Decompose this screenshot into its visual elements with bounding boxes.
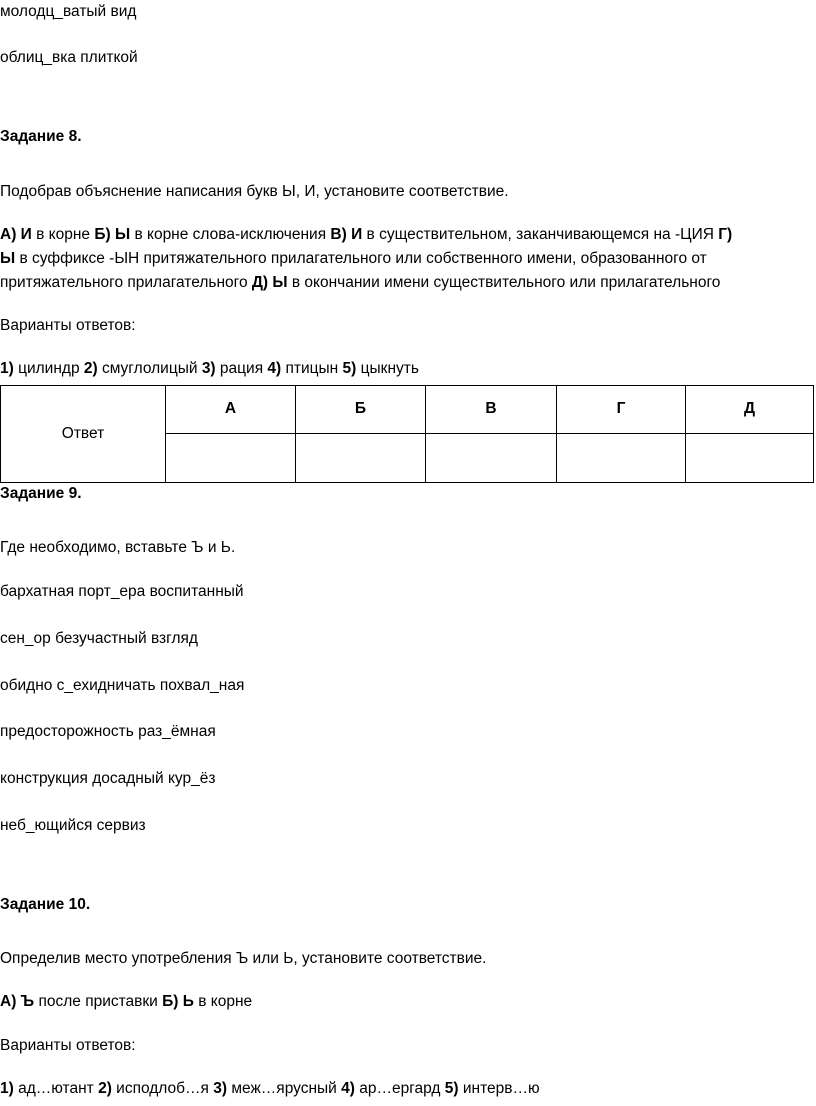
task8-instruction: Подобрав объяснение написания букв Ы, И, установите соответствие. (0, 183, 509, 200)
task10-variants (0, 1079, 540, 1099)
task9-item: обидно с_ехидничать похвал_ная (0, 677, 245, 694)
text-run: в существительном, заканчивающемся на -ЦИЯ (362, 226, 719, 243)
label-marker: 5) (444, 1080, 459, 1097)
label-marker: 2) (83, 360, 98, 377)
task8-variants (0, 359, 419, 379)
label-marker: 2) (98, 1080, 112, 1097)
task8-options-row3 (0, 273, 720, 293)
task8-variants-label: Варианты ответов: (0, 317, 136, 334)
answer-cell-a[interactable] (166, 433, 296, 482)
answer-header-b: Б (296, 386, 426, 434)
text-run: птицын (281, 360, 343, 377)
label-marker: А) И (0, 226, 32, 243)
task8-title: Задание 8. (0, 128, 82, 145)
answer-header-d: Д (686, 386, 814, 434)
answer-header-a: А (166, 386, 296, 434)
label-marker: 3) (213, 1080, 228, 1097)
label-marker: В) И (330, 226, 363, 243)
text-run: в суффиксе -ЫН притяжательного прилагательного или собственного имени, образованного от (15, 250, 707, 267)
task9-title: Задание 9. (0, 485, 82, 502)
label-marker: 4) (267, 360, 282, 377)
text-run: цыкнуть (356, 360, 419, 377)
label-marker: А) Ъ (0, 993, 35, 1010)
task9-item: сен_ор безучастный взгляд (0, 630, 198, 647)
answer-cell-d[interactable] (686, 433, 814, 482)
label-marker: Б) Ы (94, 226, 131, 243)
task9-item: бархатная порт_ера воспитанный (0, 583, 244, 600)
task9-item: конструкция досадный кур_ёз (0, 770, 216, 787)
label-marker: Д) Ы (251, 274, 288, 291)
task10-variants-label: Варианты ответов: (0, 1037, 136, 1054)
task8-options-row1 (0, 225, 732, 245)
text-run: исподлоб…я (111, 1080, 214, 1097)
text-run: в корне (193, 993, 253, 1010)
answer-cell-b[interactable] (296, 433, 426, 482)
text-run: меж…ярусный (227, 1080, 342, 1097)
task10-title: Задание 10. (0, 896, 91, 913)
text-run: смуглолицый (97, 360, 202, 377)
text-run: ар…ергард (354, 1080, 445, 1097)
label-marker: Б) Ь (162, 993, 194, 1010)
text-run: притяжательного прилагательного (0, 274, 252, 291)
task9-item: неб_ющийся сервиз (0, 817, 146, 834)
label-marker: 4) (341, 1080, 355, 1097)
answer-header-g: Г (557, 386, 686, 434)
task10-instruction: Определив место употребления Ъ или Ь, установите соответствие. (0, 950, 487, 967)
label-marker: 1) (0, 360, 14, 377)
task9-instruction: Где необходимо, вставьте Ъ и Ь. (0, 539, 236, 556)
answer-cell-v[interactable] (426, 433, 557, 482)
text-run: ад…ютант (13, 1080, 99, 1097)
label-marker: 5) (342, 360, 357, 377)
label-marker: Г) (718, 226, 733, 243)
word-line: молодц_ватый вид (0, 3, 137, 20)
text-run: в корне слова-исключения (130, 226, 331, 243)
label-marker: 1) (0, 1080, 14, 1097)
answer-cell-g[interactable] (557, 433, 686, 482)
text-run: после приставки (34, 993, 163, 1010)
word-line: облиц_вка плиткой (0, 49, 138, 66)
task9-item: предосторожность раз_ёмная (0, 723, 216, 740)
text-run: интерв…ю (458, 1080, 540, 1097)
label-marker: 3) (201, 360, 216, 377)
text-run: в корне (31, 226, 95, 243)
text-run: рация (215, 360, 268, 377)
text-run: цилиндр (13, 360, 84, 377)
answer-table (0, 385, 814, 483)
answer-row-label: Ответ (1, 386, 166, 483)
task8-options-row2 (0, 249, 707, 269)
answer-header-v: В (426, 386, 557, 434)
text-run: в окончании имени существительного или прилагательного (287, 274, 721, 291)
label-marker: Ы (0, 250, 16, 267)
task10-options (0, 992, 252, 1012)
